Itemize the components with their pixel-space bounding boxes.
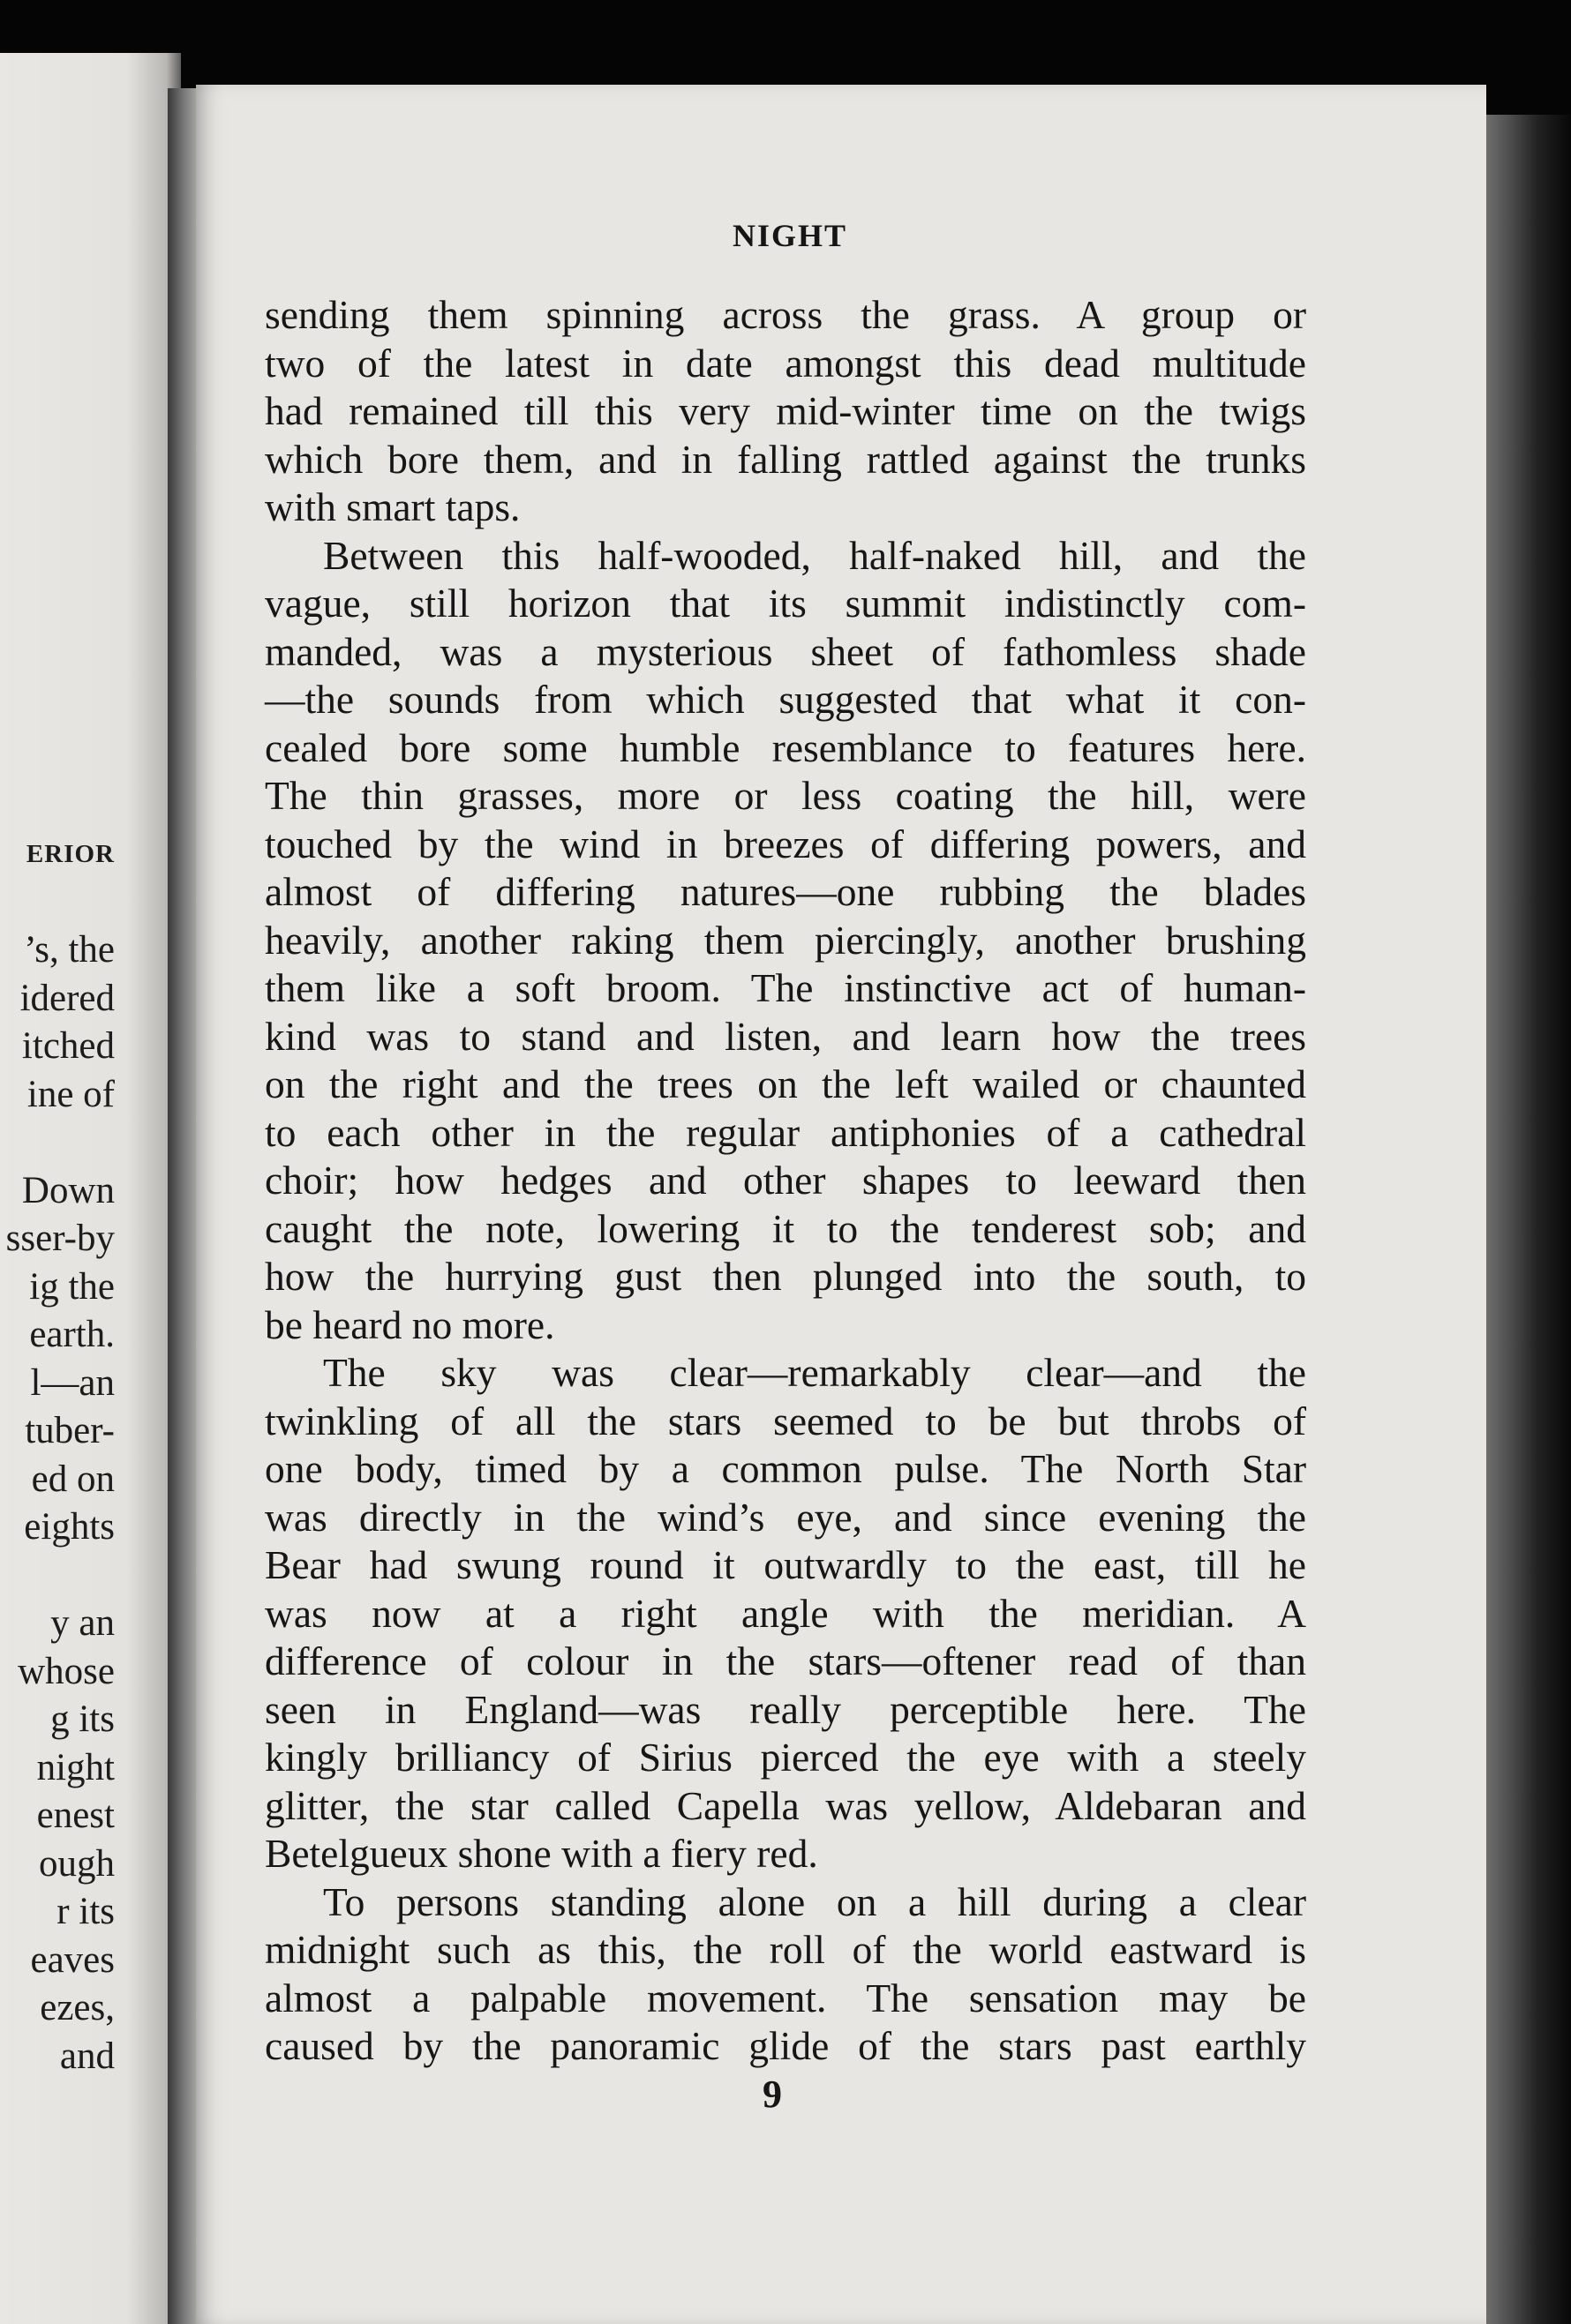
text-line: one body, timed by a common pulse. The North Star xyxy=(265,1446,1306,1491)
text-line: how the hurrying gust then plunged into the south, to xyxy=(265,1254,1306,1299)
text-line: was now at a right angle with the meridian. A xyxy=(265,1590,1306,1636)
paragraph xyxy=(265,1878,1306,2071)
left-text-line: idered xyxy=(19,977,115,1019)
left-text-line: r its xyxy=(56,1891,115,1932)
left-page xyxy=(0,53,181,2324)
left-text-line: y an xyxy=(50,1602,115,1644)
text-line: them like a soft broom. The instinctive act of human- xyxy=(265,965,1306,1010)
text-line: which bore them, and in falling rattled against the trunks xyxy=(265,436,1306,482)
left-text-line: sser-by xyxy=(5,1218,115,1259)
left-text-line: and xyxy=(59,2035,115,2077)
text-line: kingly brilliancy of Sirius pierced the eye with a steely xyxy=(265,1735,1306,1780)
left-text-line: eaves xyxy=(30,1938,115,1981)
text-line: Betelgueux shone with a fiery red. xyxy=(265,1831,818,1876)
left-text-line: ough xyxy=(39,1842,115,1885)
text-line: manded, was a mysterious sheet of fathomless shade xyxy=(265,628,1306,674)
left-text-line: ’s, the xyxy=(24,929,115,971)
text-line: two of the latest in date amongst this dead multitude xyxy=(265,340,1306,386)
left-text-line: ig the xyxy=(29,1265,115,1308)
text-line: kind was to stand and listen, and learn how the trees xyxy=(265,1013,1306,1059)
left-text-line: Down xyxy=(21,1169,115,1211)
left-text-line: l—an xyxy=(30,1361,115,1404)
left-text-line: ine of xyxy=(26,1073,115,1115)
text-line: Between this half-wooded, half-naked hill, and the xyxy=(323,532,1306,578)
text-line: The thin grasses, more or less coating the hill, were xyxy=(265,773,1306,818)
left-text-line: g its xyxy=(50,1698,115,1740)
text-line: choir; how hedges and other shapes to leeward then xyxy=(265,1158,1306,1203)
text-line: seen in England—was really perceptible here. The xyxy=(265,1686,1306,1732)
text-line: be heard no more. xyxy=(265,1301,555,1347)
left-text-line: eights xyxy=(24,1506,115,1548)
text-line: difference of colour in the stars—oftener read of than xyxy=(265,1638,1306,1683)
text-line: touched by the wind in breezes of differing powers, and xyxy=(265,821,1306,866)
text-line: on the right and the trees on the left wailed or chaunted xyxy=(265,1061,1306,1106)
left-text-line: night xyxy=(36,1746,115,1788)
text-line: caught the note, lowering it to the tenderest sob; and xyxy=(265,1205,1306,1251)
left-text-line: ed on xyxy=(31,1458,115,1500)
text-line: Bear had swung round it outwardly to the east, till he xyxy=(265,1542,1306,1587)
left-text-line: enest xyxy=(36,1795,115,1836)
left-text-line: earth. xyxy=(29,1314,115,1355)
left-text-line: ezes, xyxy=(40,1987,115,2028)
paragraph xyxy=(265,532,1306,1350)
text-line: To persons standing alone on a hill during a clear xyxy=(323,1878,1306,1924)
text-line: to each other in the regular antiphonies of a cathedral xyxy=(265,1109,1306,1155)
page-number: 9 xyxy=(763,2073,782,2116)
text-line: almost a palpable movement. The sensation may be xyxy=(265,1975,1306,2020)
text-line: was directly in the wind’s eye, and since evening the xyxy=(265,1494,1306,1540)
left-text-line: tuber- xyxy=(25,1410,115,1451)
paragraph xyxy=(265,1349,1306,1878)
paragraph xyxy=(265,291,1306,532)
text-line: cealed bore some humble resemblance to features here. xyxy=(265,724,1306,770)
text-line: heavily, another raking them piercingly, another brushing xyxy=(265,917,1306,963)
text-line: sending them spinning across the grass. A group or xyxy=(265,292,1306,337)
text-line: vague, still horizon that its summit indistinctly com- xyxy=(265,581,1306,626)
text-line: The sky was clear—remarkably clear—and the xyxy=(323,1350,1306,1395)
text-line: almost of differing natures—one rubbing the blades xyxy=(265,869,1306,914)
left-text-line: whose xyxy=(18,1650,115,1692)
page-edge xyxy=(1486,115,1571,2324)
text-line: caused by the panoramic glide of the stars past earthly xyxy=(265,2023,1306,2068)
text-line: with smart taps. xyxy=(265,484,521,529)
running-head: NIGHT xyxy=(732,218,848,253)
text-line: twinkling of all the stars seemed to be but throbs of xyxy=(265,1398,1306,1443)
left-running-head: ERIOR xyxy=(26,840,115,868)
left-text-line: itched xyxy=(21,1025,115,1067)
body-text xyxy=(265,291,1306,2071)
text-line: had remained till this very mid-winter time on the twigs xyxy=(265,388,1306,433)
text-line: midnight such as this, the roll of the world eastward is xyxy=(265,1927,1306,1972)
text-line: —the sounds from which suggested that what it con- xyxy=(265,677,1306,722)
text-line: glitter, the star called Capella was yellow, Aldebaran and xyxy=(265,1782,1306,1828)
